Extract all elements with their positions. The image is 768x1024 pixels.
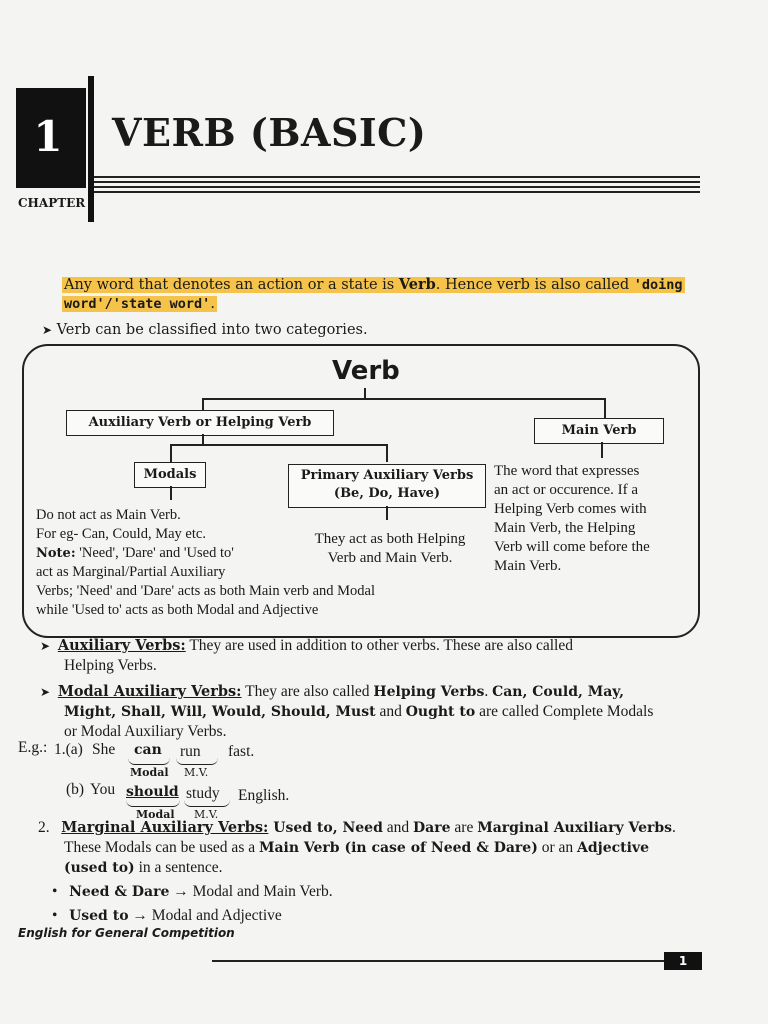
connector [364,388,366,398]
footer-book-title: English for General Competition [18,926,235,940]
connector [386,444,388,462]
main-verb-description: The word that expresses an act or occurence. If a Helping Verb comes with Main Verb, the Helping Verb will come before the Main Verb. [494,463,650,574]
modal-auxiliary-section: ➤ Modal Auxiliary Verbs: They are also called Helping Verbs. Can, Could, May, Might, Shall, Will, Would, Should, Must and Ought to are called Complete Modals or Modal Auxiliary Verbs. [40,683,654,740]
brace-should [126,800,180,807]
auxiliary-verbs-section: ➤ Auxiliary Verbs: They are used in addition to other verbs. These are also called Helping Verbs. [40,637,573,674]
connector [604,398,606,418]
example-2-number: (b) [66,781,85,798]
bullet-dot-icon: • [52,907,58,924]
diagram-root-verb: Verb [332,356,400,386]
bullet-dot-icon: • [52,883,58,900]
chapter-number: 1 [33,112,63,161]
connector [170,486,172,500]
modals-box: Modals [134,462,206,488]
page-number: 1 [664,952,702,970]
auxiliary-verb-box: Auxiliary Verb or Helping Verb [66,410,334,436]
arrow-bullet-icon: ➤ [42,323,53,337]
eg-label: E.g.: [18,739,48,756]
connector [202,398,204,410]
primary-description: They act as both Helping Verb and Main Verb. [314,531,466,566]
example-2-english: English. [238,787,290,804]
footer-rule [212,960,668,962]
example-1-modal-tag: Modal [130,766,169,779]
example-1-mv-tag: M.V. [184,766,209,779]
arrow-bullet-icon: ➤ [40,685,51,699]
example-1-can: can [134,742,162,758]
brace-run [176,758,218,765]
example-1-run: run [180,743,201,760]
classify-line: ➤ Verb can be classified into two categories. [42,322,368,338]
definition-line-1: Any word that denotes an action or a state is Verb. Hence verb is also called 'doing [64,276,683,293]
brace-study [184,800,230,807]
modals-description: Do not act as Main Verb. For eg- Can, Could, May etc. Note: 'Need', 'Dare' and 'Used to' act as Marginal/Partial Auxiliary Verbs; 'Need' and 'Dare' acts as both Main verb and Modal while 'Used to' acts as both Modal and Adjective [36,507,376,618]
primary-auxiliary-box: Primary Auxiliary Verbs (Be, Do, Have) [288,464,486,508]
chapter-divider-bar [88,76,94,222]
title-rule-4 [94,191,700,193]
connector [170,444,172,462]
example-1-she: She [92,741,116,758]
example-2-should: should [126,784,179,800]
main-verb-box: Main Verb [534,418,664,444]
connector [170,444,388,446]
title-rule-3 [94,186,700,188]
chapter-title: VERB (BASIC) [112,110,427,155]
chapter-label: CHAPTER [18,196,86,210]
connector [601,442,603,458]
example-1-fast: fast. [228,743,255,760]
example-2-you: You [90,781,116,798]
arrow-bullet-icon: ➤ [40,639,51,653]
connector [202,434,204,444]
marginal-auxiliary-section: 2. Marginal Auxiliary Verbs: Used to, Need and Dare are Marginal Auxiliary Verbs. These Modals can be used as a Main Verb (in case of Need & Dare) or an Adjective (used to) in a sentence. • Need & Dare → Modal and Main Verb. • Used to → Modal and Adjective [38,819,676,924]
connector [202,398,606,400]
example-2-study: study [186,785,220,802]
example-1-number: 1.(a) [54,741,83,758]
example-2-modal-tag: Modal [136,808,175,821]
example-2-mv-tag: M.V. [194,808,219,821]
title-rule-1 [94,176,700,178]
definition-line-2: word'/'state word'. [64,296,215,312]
brace-can [128,758,170,765]
title-rule-2 [94,181,700,183]
